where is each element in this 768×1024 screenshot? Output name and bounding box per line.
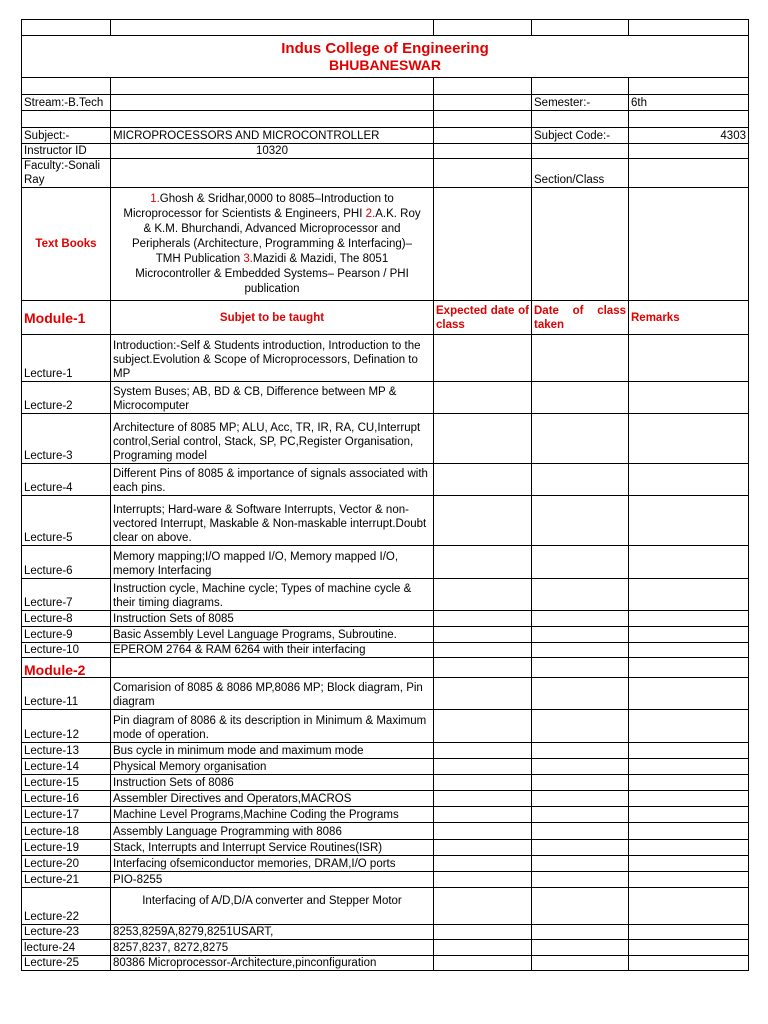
lecture-label[interactable]: Lecture-7 (22, 579, 111, 611)
faculty-row (22, 159, 749, 188)
lecture-label[interactable]: Lecture-13 (22, 743, 111, 759)
table-row (22, 840, 749, 856)
lecture-topic[interactable]: Assembler Directives and Operators,MACROS (111, 791, 434, 807)
lecture-topic[interactable]: Introduction:-Self & Students introduction, Introduction to the subject.Evolution & Scope of Microprocessors, Defination to MP (111, 335, 434, 382)
lecture-topic[interactable]: Stack, Interrupts and Interrupt Service Routines(ISR) (111, 840, 434, 856)
lecture-topic[interactable]: Physical Memory organisation (111, 759, 434, 775)
lecture-label[interactable]: Lecture-2 (22, 382, 111, 414)
college-city: BHUBANESWAR (329, 57, 441, 73)
semester-label[interactable]: Semester:- (532, 95, 629, 111)
table-row (22, 643, 749, 658)
lecture-label[interactable]: Lecture-23 (22, 925, 111, 940)
table-row (22, 940, 749, 956)
lecture-topic[interactable]: Basic Assembly Level Language Programs, Subroutine. (111, 627, 434, 643)
lecture-topic[interactable]: 80386 Microprocessor-Architecture,pinconfiguration (111, 956, 434, 971)
textbooks-label[interactable]: Text Books (22, 188, 111, 301)
table-row (22, 872, 749, 888)
table-row (22, 611, 749, 627)
subject-value[interactable]: MICROPROCESSORS AND MICROCONTROLLER (111, 128, 434, 144)
table-row (22, 791, 749, 807)
lecture-label[interactable]: Lecture-18 (22, 823, 111, 840)
textbook-3-number: 3. (243, 252, 253, 265)
blank-row (22, 20, 749, 36)
blank-row (22, 78, 749, 95)
lecture-topic[interactable]: Interfacing ofsemiconductor memories, DRAM,I/O ports (111, 856, 434, 872)
faculty-cell[interactable]: Faculty:-Sonali Ray (22, 159, 111, 188)
table-row (22, 925, 749, 940)
table-row (22, 759, 749, 775)
textbook-1: Ghosh & Sridhar,0000 to 8085–Introduction to Microprocessor for Scientists & Engineers, PHI (123, 192, 394, 220)
table-row (22, 414, 749, 464)
lecture-label[interactable]: lecture-24 (22, 940, 111, 956)
lecture-label[interactable]: Lecture-1 (22, 335, 111, 382)
column-header-expected[interactable]: Expected date of class (434, 301, 532, 335)
lecture-topic[interactable]: 8253,8259A,8279,8251USART, (111, 925, 434, 940)
lecture-label[interactable]: Lecture-22 (22, 888, 111, 925)
lecture-label[interactable]: Lecture-10 (22, 643, 111, 658)
textbooks-row (22, 188, 749, 301)
lecture-label[interactable]: Lecture-8 (22, 611, 111, 627)
table-row (22, 710, 749, 743)
lecture-topic[interactable]: Assembly Language Programming with 8086 (111, 823, 434, 840)
lecture-topic[interactable]: Architecture of 8085 MP; ALU, Acc, TR, IR, RA, CU,Interrupt control,Serial control, Stack, SP, PC,Register Organisation, Programing model (111, 414, 434, 464)
subject-code-value[interactable]: 4303 (629, 128, 749, 144)
subject-label[interactable]: Subject:- (22, 128, 111, 144)
lecture-topic[interactable]: Interfacing of A/D,D/A converter and Stepper Motor (111, 888, 434, 925)
table-row (22, 775, 749, 791)
column-header-subject[interactable]: Subjet to be taught (111, 301, 434, 335)
lecture-topic[interactable]: Instruction Sets of 8086 (111, 775, 434, 791)
lecture-topic[interactable]: Different Pins of 8085 & importance of signals associated with each pins. (111, 464, 434, 496)
lecture-label[interactable]: Lecture-4 (22, 464, 111, 496)
table-row (22, 678, 749, 710)
subject-row (22, 128, 749, 144)
table-row (22, 546, 749, 579)
lecture-topic[interactable]: Instruction Sets of 8085 (111, 611, 434, 627)
lecture-label[interactable]: Lecture-16 (22, 791, 111, 807)
title-cell[interactable] (22, 36, 749, 78)
module-title[interactable]: Module-2 (22, 658, 111, 678)
lecture-label[interactable]: Lecture-3 (22, 414, 111, 464)
table-row (22, 823, 749, 840)
textbook-2: A.K. Roy & K.M. Bhurchandi, Advanced Microprocessor and Peripherals (Architecture, Programming & Interfacing)– TMH Publication (132, 207, 421, 265)
textbooks-cell[interactable] (111, 188, 434, 301)
lecture-topic[interactable]: Comarision of 8085 & 8086 MP,8086 MP; Block diagram, Pin diagram (111, 678, 434, 710)
lecture-topic[interactable]: Bus cycle in minimum mode and maximum mode (111, 743, 434, 759)
table-row (22, 382, 749, 414)
table-row (22, 888, 749, 925)
column-header-remarks[interactable]: Remarks (629, 301, 749, 335)
lecture-topic[interactable]: Interrupts; Hard-ware & Software Interrupts, Vector & non-vectored Interrupt, Maskable & Non-maskable interrupt.Doubt clear on above. (111, 496, 434, 546)
table-row (22, 956, 749, 971)
lecture-label[interactable]: Lecture-5 (22, 496, 111, 546)
table-row (22, 335, 749, 382)
lecture-label[interactable]: Lecture-17 (22, 807, 111, 823)
table-row (22, 464, 749, 496)
lecture-topic[interactable]: System Buses; AB, BD & CB, Difference between MP & Microcomputer (111, 382, 434, 414)
module-row (22, 658, 749, 678)
lecture-label[interactable]: Lecture-9 (22, 627, 111, 643)
table-row (22, 856, 749, 872)
lecture-label[interactable]: Lecture-12 (22, 710, 111, 743)
lecture-topic[interactable]: Memory mapping;I/O mapped I/O, Memory mapped I/O, memory Interfacing (111, 546, 434, 579)
lecture-topic[interactable]: EPEROM 2764 & RAM 6264 with their interfacing (111, 643, 434, 658)
lecture-topic[interactable]: Instruction cycle, Machine cycle; Types of machine cycle & their timing diagrams. (111, 579, 434, 611)
lecture-topic[interactable]: Machine Level Programs,Machine Coding the Programs (111, 807, 434, 823)
lecture-label[interactable]: Lecture-21 (22, 872, 111, 888)
semester-value[interactable]: 6th (629, 95, 749, 111)
stream-cell[interactable]: Stream:-B.Tech (22, 95, 111, 111)
subject-code-label[interactable]: Subject Code:- (532, 128, 629, 144)
lecture-label[interactable]: Lecture-19 (22, 840, 111, 856)
lecture-label[interactable]: Lecture-6 (22, 546, 111, 579)
title-row (22, 36, 749, 78)
lecture-label[interactable]: Lecture-15 (22, 775, 111, 791)
lecture-label[interactable]: Lecture-20 (22, 856, 111, 872)
table-row (22, 807, 749, 823)
instructor-value[interactable]: 10320 (111, 144, 434, 159)
stream-row (22, 95, 749, 111)
college-name: Indus College of Engineering (281, 40, 489, 57)
module-title[interactable]: Module-1 (22, 301, 111, 335)
textbook-3: Mazidi & Mazidi, The 8051 Microcontroller & Embedded Systems– Pearson / PHI publication (135, 252, 409, 295)
textbook-2-number: 2. (365, 207, 376, 220)
instructor-label[interactable]: Instructor ID (22, 144, 111, 159)
table-row (22, 496, 749, 546)
table-row (22, 627, 749, 643)
textbook-1-number: 1. (150, 192, 160, 205)
column-header-taken[interactable]: Date of class taken (532, 301, 629, 335)
lesson-plan-grid (21, 19, 749, 971)
lecture-label[interactable]: Lecture-25 (22, 956, 111, 971)
blank-row (22, 111, 749, 128)
lecture-topic[interactable]: 8257,8237, 8272,8275 (111, 940, 434, 956)
table-row (22, 743, 749, 759)
column-header-row (22, 301, 749, 335)
table-row (22, 579, 749, 611)
instructor-row (22, 144, 749, 159)
section-label[interactable]: Section/Class (532, 159, 629, 188)
lecture-topic[interactable]: PIO-8255 (111, 872, 434, 888)
lecture-topic[interactable]: Pin diagram of 8086 & its description in Minimum & Maximum mode of operation. (111, 710, 434, 743)
lecture-label[interactable]: Lecture-11 (22, 678, 111, 710)
lecture-label[interactable]: Lecture-14 (22, 759, 111, 775)
